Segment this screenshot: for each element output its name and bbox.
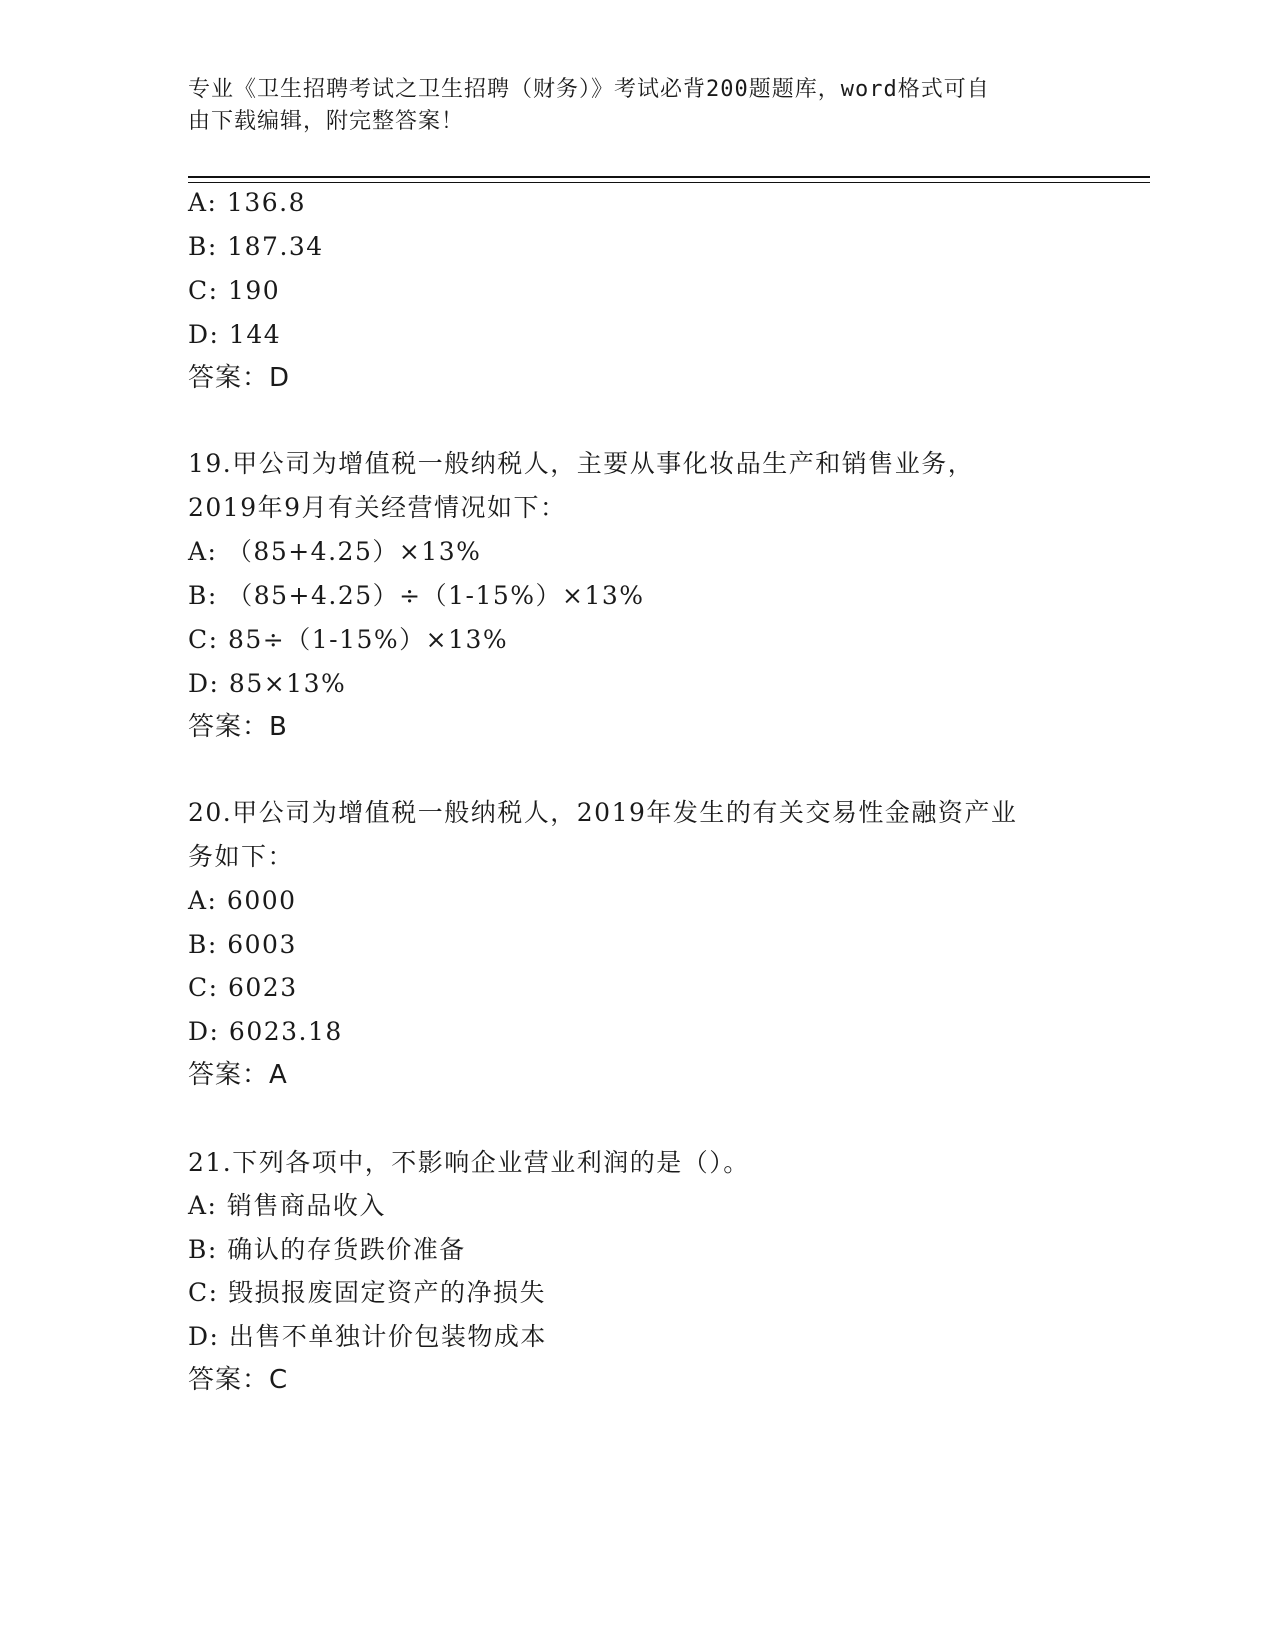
- q19-answer: 答案：B: [188, 712, 288, 742]
- q21-answer: 答案：C: [188, 1365, 289, 1395]
- header-line-2: 由下载编辑，附完整答案！: [188, 109, 465, 134]
- q18-option-c: C: 190: [188, 276, 281, 305]
- q20-option-a: A: 6000: [188, 886, 297, 915]
- q19-option-c: C: 85÷（1-15%）×13%: [188, 625, 509, 654]
- q21-option-c: C: 毁损报废固定资产的净损失: [188, 1278, 546, 1307]
- q18-option-b: B: 187.34: [188, 232, 324, 261]
- q19-option-a: A: （85+4.25）×13%: [188, 537, 482, 566]
- q21-option-a: A: 销售商品收入: [188, 1191, 386, 1220]
- q18-option-d: D: 144: [188, 320, 282, 349]
- q20-answer: 答案：A: [188, 1060, 288, 1090]
- q20-option-c: C: 6023: [188, 973, 298, 1002]
- q19-option-d: D: 85×13%: [188, 669, 347, 698]
- q21-stem-line-1: 21.下列各项中，不影响企业营业利润的是（）。: [188, 1148, 750, 1177]
- q20-option-d: D: 6023.18: [188, 1017, 343, 1046]
- q19-stem-line-2: 2019年9月有关经营情况如下：: [188, 493, 567, 522]
- q19-option-b: B: （85+4.25）÷（1-15%）×13%: [188, 581, 645, 610]
- q19-stem-line-1: 19.甲公司为增值税一般纳税人，主要从事化妆品生产和销售业务，: [188, 449, 975, 478]
- q20-stem-line-2: 务如下：: [188, 842, 295, 871]
- q20-stem-line-1: 20.甲公司为增值税一般纳税人，2019年发生的有关交易性金融资产业: [188, 798, 1018, 827]
- header-divider-thin: [188, 182, 1150, 183]
- q20-option-b: B: 6003: [188, 930, 297, 959]
- header-line-1: 专业《卫生招聘考试之卫生招聘（财务）》考试必背200题题库，word格式可自: [188, 77, 990, 102]
- q21-option-b: B: 确认的存货跌价准备: [188, 1235, 466, 1264]
- q18-answer: 答案：D: [188, 363, 291, 393]
- document-header: [188, 74, 1088, 138]
- q21-option-d: D: 出售不单独计价包装物成本: [188, 1322, 547, 1351]
- q18-option-a: A: 136.8: [188, 188, 306, 217]
- header-divider-thick: [188, 176, 1150, 178]
